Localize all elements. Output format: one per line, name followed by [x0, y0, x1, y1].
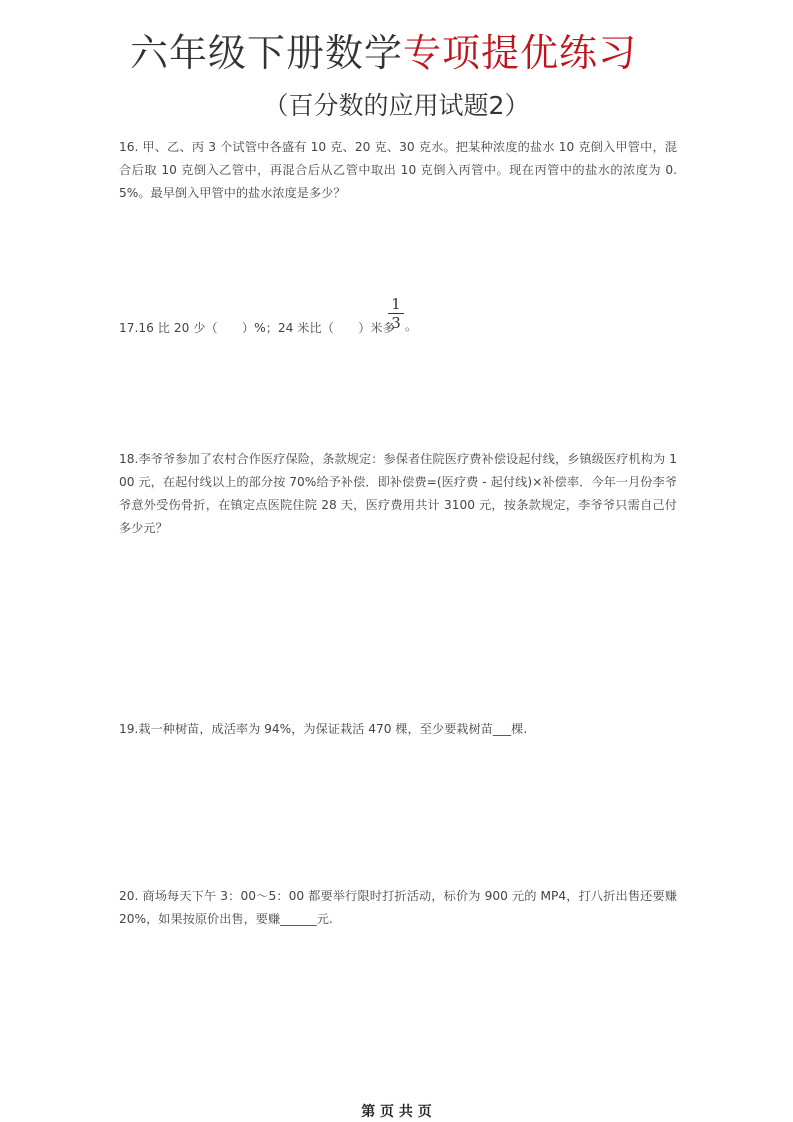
question-17: 17.16 比 20 少（ ）%；24 米比（ ）米多 — [119, 321, 395, 335]
title-part-black: 六年级下册数学 — [130, 31, 404, 75]
question-16: 16. 甲、乙、丙 3 个试管中各盛有 10 克、20 克、30 克水。把某种浓度的盐水 10 克倒入甲管中，混合后取 10 克倒入乙管中，再混合后从乙管中取出 10 克倒入丙管中。现在丙管中的盐水的浓度为 0.5%。最早倒入甲管中的盐水浓度是多少？ — [119, 140, 677, 200]
fraction-denominator: 3 — [391, 314, 401, 332]
title-part-red: 专项提优练习 — [403, 31, 638, 75]
question-20: 20. 商场每天下午 3：00～5：00 都要举行限时打折活动，标价为 900 元的 MP4，打八折出售还要赚 20%，如果按原价出售，要赚______元. — [119, 889, 677, 926]
question-17-end: 。 — [405, 319, 418, 333]
page-footer: 第 页 共 页 — [361, 1104, 432, 1120]
page-title — [130, 28, 637, 78]
page-subtitle: （百分数的应用试题2） — [263, 91, 530, 120]
fraction-numerator: 1 — [391, 295, 401, 313]
question-19: 19.栽一种树苗，成活率为 94%，为保证栽活 470 棵，至少要栽树苗___棵. — [119, 722, 528, 736]
fraction-one-third — [388, 296, 404, 331]
question-18: 18.李爷爷参加了农村合作医疗保险，条款规定：参保者住院医疗费补偿设起付线，乡镇级医疗机构为 100 元，在起付线以上的部分按 70%给予补偿．即补偿费=(医疗费 - 起付线)×补偿率．今年一月份李爷爷意外受伤骨折，在镇定点医院住院 28 天，医疗费用共计 3100 元，按条款规定，李爷爷只需自己付多少元？ — [119, 452, 677, 535]
